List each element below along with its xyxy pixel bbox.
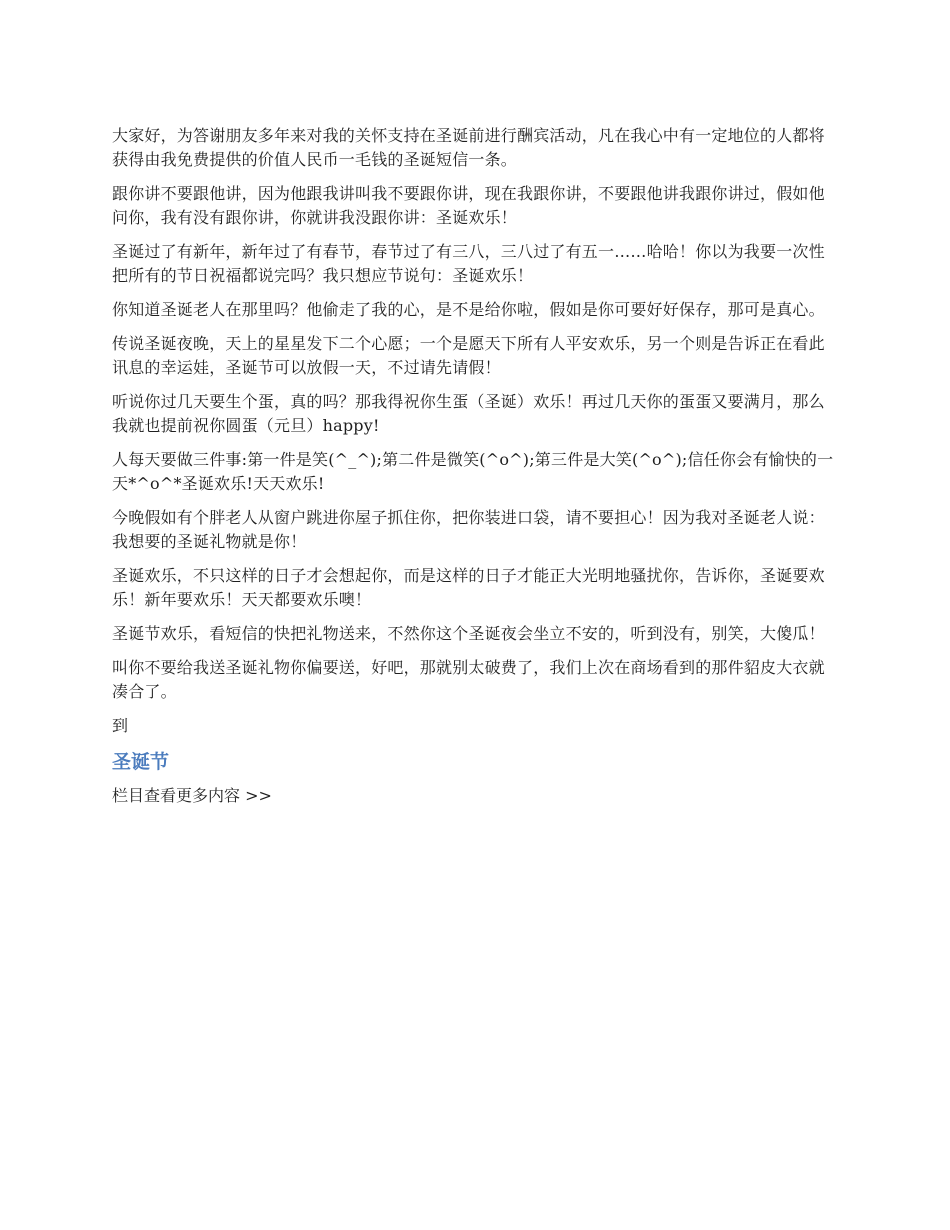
paragraph-1: 大家好，为答谢朋友多年来对我的关怀支持在圣诞前进行酬宾活动，凡在我心中有一定地位的人都将获得由我免费提供的价值人民币一毛钱的圣诞短信一条。	[112, 126, 825, 169]
section-title-link[interactable]: 圣诞节	[112, 751, 170, 773]
paragraph-9: 圣诞欢乐，不只这样的日子才会想起你，而是这样的日子才能正大光明地骚扰你，告诉你，圣诞要欢乐！新年要欢乐！天天都要欢乐噢！	[112, 566, 825, 609]
document-page	[112, 124, 840, 808]
paragraph-2: 跟你讲不要跟他讲，因为他跟我讲叫我不要跟你讲，现在我跟你讲，不要跟他讲我跟你讲过，假如他问你，我有没有跟你讲，你就讲我没跟你讲：圣诞欢乐！	[112, 184, 825, 227]
paragraph-4: 你知道圣诞老人在那里吗？他偷走了我的心，是不是给你啦，假如是你可要好好保存，那可是真心。	[112, 300, 825, 319]
paragraph-7: 人每天要做三件事:第一件是笑(^_^);第二件是微笑(^o^);第三件是大笑(^o^);信任你会有愉快的一天*^o^*圣诞欢乐!天天欢乐!	[112, 450, 834, 493]
paragraph-8: 今晚假如有个胖老人从窗户跳进你屋子抓住你，把你装进口袋，请不要担心！因为我对圣诞老人说：我想要的圣诞礼物就是你！	[112, 508, 825, 551]
paragraph-10: 圣诞节欢乐，看短信的快把礼物送来，不然你这个圣诞夜会坐立不安的，听到没有，别笑，大傻瓜！	[112, 624, 825, 643]
paragraph-11: 叫你不要给我送圣诞礼物你偏要送，好吧，那就别太破费了，我们上次在商场看到的那件貂皮大衣就凑合了。	[112, 658, 825, 701]
paragraph-12: 到	[112, 716, 129, 735]
paragraph-3: 圣诞过了有新年，新年过了有春节，春节过了有三八，三八过了有五一……哈哈！你以为我要一次性把所有的节日祝福都说完吗？我只想应节说句：圣诞欢乐！	[112, 242, 825, 285]
more-content-link[interactable]: 栏目查看更多内容 >>	[112, 786, 272, 805]
paragraph-5: 传说圣诞夜晚，天上的星星发下二个心愿；一个是愿天下所有人平安欢乐，另一个则是告诉正在看此讯息的幸运娃，圣诞节可以放假一天，不过请先请假！	[112, 334, 825, 377]
section-title	[112, 750, 840, 774]
paragraph-6: 听说你过几天要生个蛋，真的吗？那我得祝你生蛋（圣诞）欢乐！再过几天你的蛋蛋又要满月，那么我就也提前祝你圆蛋（元旦）happy!	[112, 392, 825, 435]
